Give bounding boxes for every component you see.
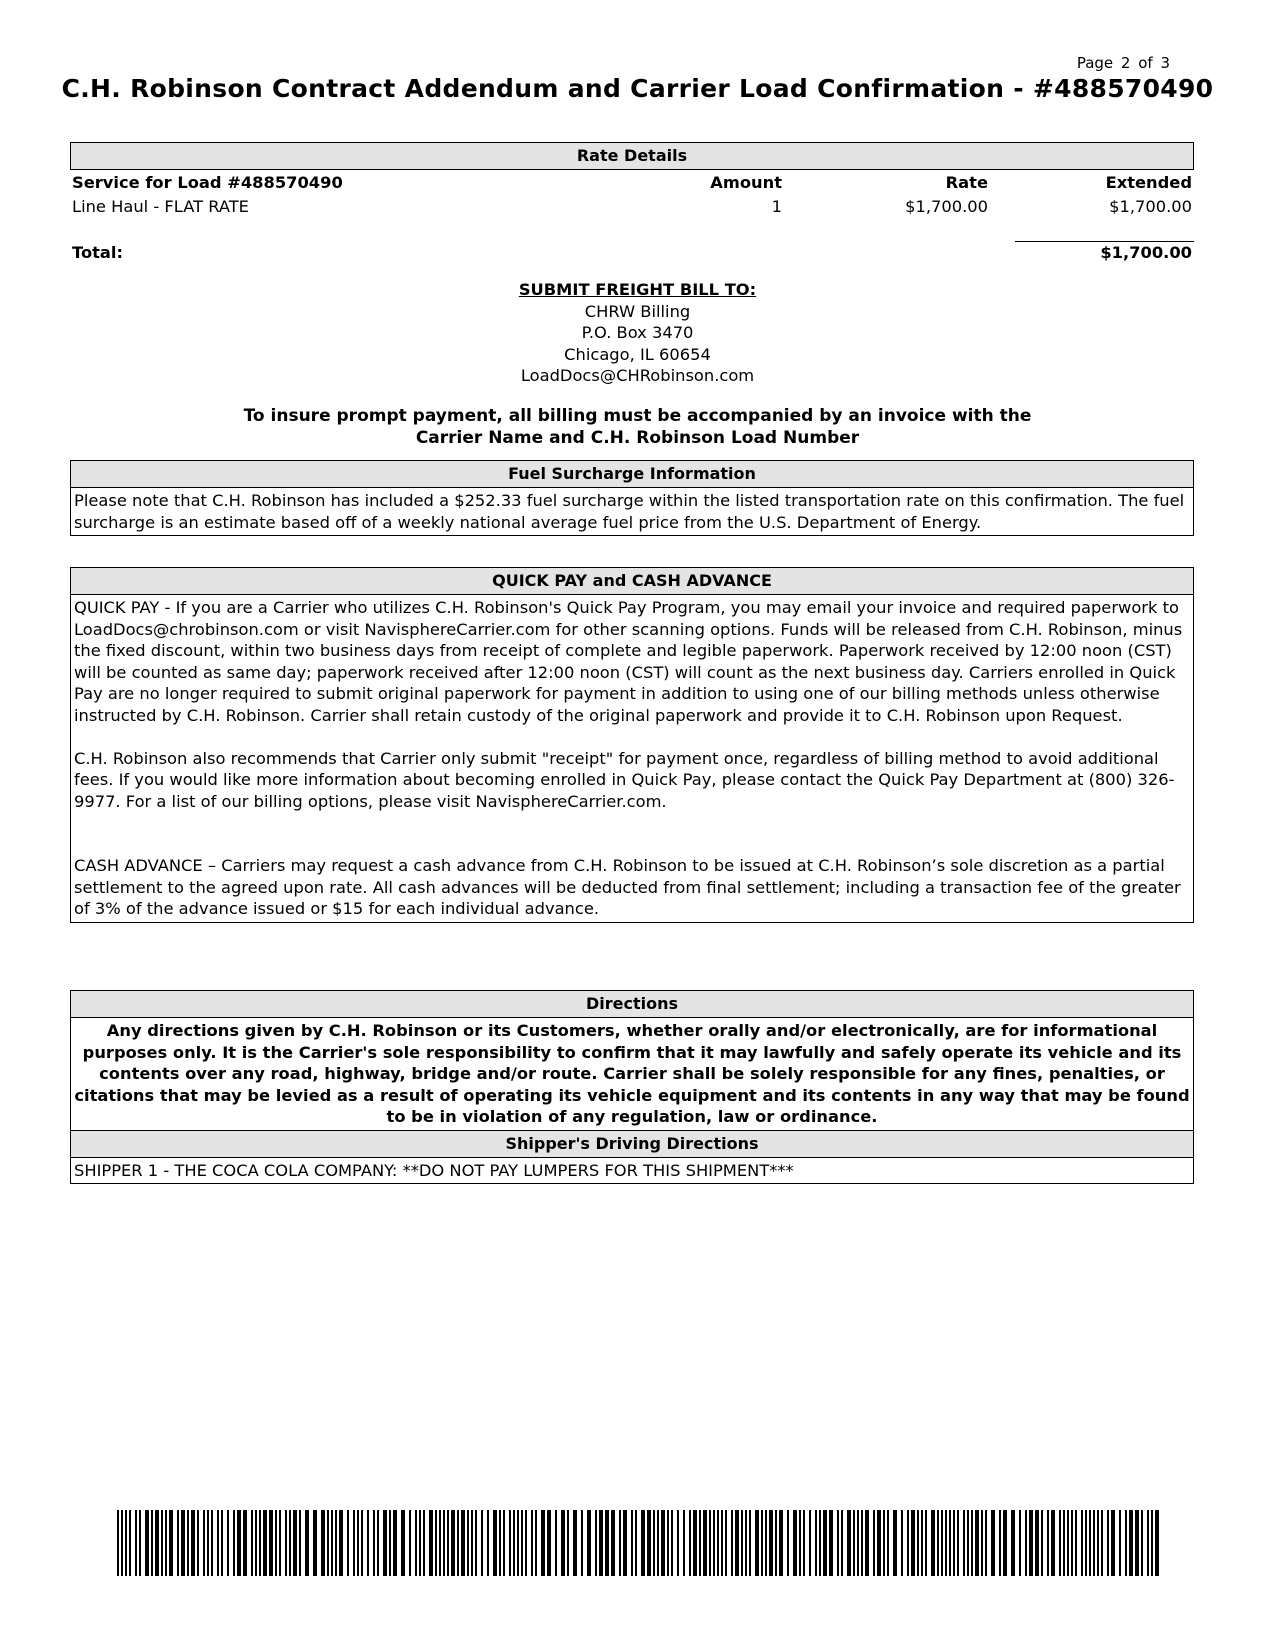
bill-address-line3: Chicago, IL 60654 (564, 344, 711, 364)
bill-address-line1: CHRW Billing (584, 301, 691, 321)
barcode (117, 1510, 1167, 1576)
line-amount: 1 (771, 197, 782, 216)
page-number: Page 2 of 3 (1076, 54, 1170, 72)
quick-pay-box (70, 567, 1194, 923)
directions-heading: Directions (71, 991, 1193, 1018)
submit-bill-heading: SUBMIT FREIGHT BILL TO: (518, 280, 757, 299)
payment-notice-line2: Carrier Name and C.H. Robinson Load Number (415, 427, 860, 448)
directions-box (70, 990, 1194, 1184)
cash-advance-paragraph: CASH ADVANCE – Carriers may request a cash advance from C.H. Robinson to be issued at C.H. Robinson’s sole discretion as a partial settlement to the agreed upon rate. All cash advances will be deducted from final settlement; including a transaction fee of the greater of 3% of the advance issued or $15 for each individual advance. (74, 856, 1181, 918)
payment-notice-line1: To insure prompt payment, all billing must be accompanied by an invoice with the (243, 406, 1032, 426)
total-label: Total: (72, 243, 123, 262)
quick-pay-heading: QUICK PAY and CASH ADVANCE (71, 568, 1193, 595)
fuel-surcharge-box (70, 460, 1194, 536)
rate-column-header: Rate (945, 173, 988, 192)
quick-pay-receipt-paragraph: C.H. Robinson also recommends that Carrier only submit "receipt" for payment once, regardless of billing method to avoid additional fees. If you would like more information about becoming enrolled in Quick Pay, please contact the Quick Pay Department at (800) 326-9977. For a list of our billing options, please visit NavisphereCarrier.com. (74, 748, 1175, 811)
fuel-surcharge-text: Please note that C.H. Robinson has included a $252.33 fuel surcharge within the listed transportation rate on this confirmation. The fuel surcharge is an estimate based off of a weekly national average fuel price from the U.S. Department of Energy. (74, 491, 1185, 532)
shipper-directions-text: SHIPPER 1 - THE COCA COLA COMPANY: **DO NOT PAY LUMPERS FOR THIS SHIPMENT*** (74, 1160, 794, 1180)
directions-text: Any directions given by C.H. Robinson or its Customers, whether orally and/or electronically, are for informational purposes only. It is the Carrier's sole responsibility to confirm that it may lawfully and safely operate its vehicle and its contents over any road, highway, bridge and/or route. Carrier shall be solely responsible for any fines, penalties, or citations that may be levied as a result of operating its vehicle equipment and its contents in any way that may be found to be in violation of any regulation, law or ordinance. (74, 1021, 1190, 1126)
document-title: C.H. Robinson Contract Addendum and Carrier Load Confirmation - #488570490 (61, 74, 1214, 103)
line-service: Line Haul - FLAT RATE (72, 197, 249, 216)
service-column-header: Service for Load #488570490 (72, 173, 343, 192)
line-rate: $1,700.00 (905, 197, 988, 216)
submit-bill-block (0, 279, 1275, 387)
rate-details-box (70, 142, 1194, 170)
total-rule (1015, 241, 1194, 242)
payment-notice (0, 406, 1275, 449)
rate-details-heading: Rate Details (71, 143, 1193, 169)
amount-column-header: Amount (710, 173, 782, 192)
shipper-directions-heading: Shipper's Driving Directions (71, 1130, 1193, 1158)
fuel-surcharge-heading: Fuel Surcharge Information (71, 461, 1193, 488)
quick-pay-paragraph: QUICK PAY - If you are a Carrier who utilizes C.H. Robinson's Quick Pay Program, you may email your invoice and required paperwork to LoadDocs@chrobinson.com or visit NavisphereCarrier.com for other scanning options. Funds will be released from C.H. Robinson, minus the fixed discount, within two business days from receipt of complete and legible paperwork. Paperwork received by 12:00 noon (CST) will be counted as same day; paperwork received after 12:00 noon (CST) will count as the next business day. Carriers enrolled in Quick Pay are no longer required to submit original paperwork for payment in addition to using one of our billing methods unless otherwise instructed by C.H. Robinson. Carrier shall retain custody of the original paperwork and provide it to C.H. Robinson upon Request. (74, 598, 1183, 725)
bill-email: LoadDocs@CHRobinson.com (520, 366, 755, 385)
bill-address-line2: P.O. Box 3470 (581, 323, 694, 342)
line-extended: $1,700.00 (1109, 197, 1192, 216)
total-value: $1,700.00 (1100, 243, 1192, 262)
extended-column-header: Extended (1105, 173, 1192, 192)
